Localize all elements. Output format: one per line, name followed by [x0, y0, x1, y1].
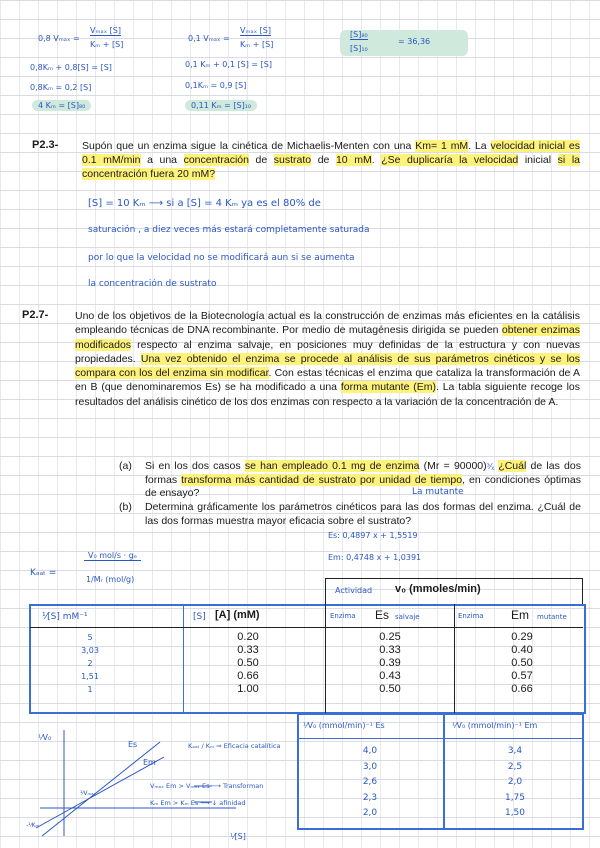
table-cell: 2,5	[507, 761, 523, 772]
table-cell: 0.20	[237, 631, 259, 643]
problem-2-3-label: P2.3-	[32, 139, 59, 151]
table-cell: 3,03	[81, 646, 99, 655]
p23-answer-line-3: por lo que la velocidad no se modificará aun si se aumenta	[88, 253, 355, 263]
table-col-em-note: mutante	[537, 613, 567, 621]
p27-a-text-2: (Mr = 90000)	[419, 460, 487, 472]
p23-text-5: de	[311, 154, 336, 167]
p23-text-6: .	[371, 154, 382, 167]
p23-text-7: inicial	[518, 154, 558, 167]
table-cell: 1	[87, 685, 93, 694]
p23-highlight-velocity: velocidad inicial es 0.1 mM/min	[82, 140, 580, 167]
table-cell: 1.00	[237, 683, 259, 695]
p27-a-highlight-1: se han empleado 0.1 mg de enzima	[244, 460, 420, 472]
p27-b-label: (b)	[119, 501, 132, 513]
table-cell: 0.40	[511, 644, 533, 656]
table-cell: 0.33	[237, 644, 259, 656]
note-line-3b: 0,1Kₘ = 0,9 [S]	[185, 81, 247, 90]
table-col-es-note: salvaje	[395, 613, 420, 621]
graph-xint-label: -¹⁄Kₘ	[26, 822, 40, 829]
note-frac-1a-den: Kₘ + [S]	[90, 40, 124, 49]
table-cell: 0.25	[379, 631, 401, 643]
p23-text-2: . La	[468, 140, 491, 152]
p23-highlight-substrate: sustrato	[273, 154, 312, 167]
p23-highlight-10mm: 10 mM	[335, 154, 372, 167]
p27-a-answer: La mutante	[412, 487, 464, 497]
table-cell: 1,51	[81, 672, 99, 681]
kcat-label: Kₔₐₜ =	[30, 568, 57, 578]
p27-a-label: (a)	[119, 460, 132, 472]
p27-a-highlight-3: transforma más cantidad de sustrato por unidad de tiempo	[181, 473, 463, 486]
table-cell: 0.33	[379, 644, 401, 656]
kcat-num: V₀ mol/s · gₑ	[84, 551, 141, 561]
p27-highlight-1: obtener enzimas modificados	[75, 324, 580, 351]
table-cell: 0.50	[237, 657, 259, 669]
table-cell: 1,75	[504, 792, 526, 803]
table-cell: 0.43	[379, 670, 401, 682]
table-cell: 5	[87, 633, 93, 642]
graph-yint-label: ¹⁄Vₘₐₓ	[80, 790, 97, 797]
p23-answer-line-2: saturación , a diez veces más estará completamente saturada	[88, 225, 370, 235]
graph-line-em-label: Em	[143, 758, 156, 767]
p23-answer-line-4: la concentración de sustrato	[88, 279, 217, 289]
p23-highlight-20mm: si la concentración fuera 20 mM?	[82, 154, 580, 181]
table-cell: 4,0	[362, 746, 378, 756]
table-cell: 2,0	[507, 777, 523, 787]
graph-y-label: ¹⁄V₀	[38, 733, 52, 742]
graph-line-es	[42, 742, 160, 836]
p27-b-text: Determina gráficamente los parámetros cinéticos para las dos formas del enzima. ¿Cuál de las dos formas muestra mayor eficacia sobre el sustrato?	[145, 501, 581, 527]
table2-header-em: ¹⁄V₀ (mmol/min)⁻¹ Em	[452, 721, 538, 730]
note-line-1b: 0,1 Vₘₐₓ =	[188, 34, 230, 43]
graph-note-2: Vₘₐₓ Em > Vₘₐₓ Es ⟶ Transforman	[150, 782, 264, 790]
p23-highlight-question: ¿Se duplicaría la velocidad	[381, 154, 519, 167]
p23-text-3: a una	[140, 154, 184, 167]
p27-text-2: respecto al enzima salvaje, en posiciones muy definidas de la estructura y con nuevas propiedades.	[75, 338, 580, 365]
note-line-3a: 0,8Kₘ = 0,2 [S]	[30, 83, 92, 92]
p23-text-1: Supón que un enzima sigue la cinética de Michaelis-Menten con una	[82, 140, 416, 152]
note-ratio-value: = 36,36	[398, 37, 431, 46]
note-ratio-den: [S]₁₀	[350, 44, 368, 53]
table2-header-es: ¹⁄V₀ (mmol/min)⁻¹ Es	[303, 721, 385, 730]
note-line-1a: 0,8 Vₘₐₓ =	[38, 34, 80, 43]
kcat-den: 1/Mᵣ (mol/g)	[86, 575, 135, 584]
problem-2-7-label: P2.7-	[22, 309, 49, 321]
note-frac-1b-den: Kₘ + [S]	[240, 40, 274, 49]
note-frac-1b-num: Vₘₐₓ [S]	[240, 26, 272, 35]
table-cell: 2,6	[362, 777, 378, 787]
note-line-2b: 0,1 Kₘ + 0,1 [S] = [S]	[185, 60, 272, 69]
table-col-a-hw: [S]	[193, 612, 206, 622]
table-cell: 0.29	[511, 631, 533, 643]
note-ratio-num: [S]₈₀	[350, 30, 368, 39]
table-header-v: v₀ (mmoles/min)	[395, 583, 481, 595]
table-cell: 0.57	[511, 670, 533, 682]
note-line-4b: 0,11 Kₘ = [S]₁₀	[185, 100, 257, 111]
table-cell: 0.66	[237, 670, 259, 682]
graph-x-label: ¹⁄[S]	[230, 832, 246, 841]
table-cell: 2,3	[362, 792, 378, 803]
table-cell: 3,0	[362, 761, 378, 772]
p23-answer-line-1: [S] = 10 Kₘ ⟶ si a [S] = 4 Kₘ ya es el 80% de	[88, 198, 321, 209]
p27-highlight-2: Una vez obtenido el enzima se procede al análisis de sus parámetros cinéticos y se los compara con los del enzima sin modificar	[75, 352, 580, 380]
table-actividad-hw: Actividad	[335, 586, 373, 595]
p27-text-3: . Con estas técnicas el enzima que cataliza la transformación de A en B (que denominaremos Es) se ha modificado a una	[75, 367, 580, 394]
p27-a-hw-mark: ³⁄ᵪ	[486, 462, 495, 471]
p27-a-highlight-2: ¿Cuál	[498, 460, 527, 472]
p27-a-text-1: Si en los dos casos	[145, 460, 245, 472]
note-line-2a: 0,8Kₘ + 0,8[S] = [S]	[30, 63, 112, 72]
p27-eq-es: Es: 0,4897 x + 1,5519	[328, 531, 418, 540]
table-col-inv-s: ¹⁄[S] mM⁻¹	[42, 612, 88, 622]
table-cell: 2	[87, 659, 93, 668]
p27-text-4: . La tabla siguiente recoge los resultados del análisis cinético de los dos enzimas con respecto a la variación de la concentración de A.	[75, 381, 580, 408]
p27-a-text-4: , en condiciones óptimas de ensayo?	[145, 473, 581, 499]
table-cell: 3,4	[507, 746, 523, 756]
p23-highlight-km: Km= 1 mM	[415, 140, 469, 152]
graph-line-em	[36, 757, 164, 828]
table-cell: 1,50	[504, 808, 526, 818]
graph-note-3: Kₘ Em > Kₘ Es ⟶ ↓ afinidad	[150, 799, 246, 807]
table-cell: 0.39	[379, 657, 401, 669]
p27-text-1: Uno de los objetivos de la Biotecnología actual es la construcción de enzimas más eficientes en la catálisis empleando técnicas de DNA recombinante. Por medio de mutagénesis dirigida se pueden	[75, 310, 580, 337]
table-col-es: Es	[375, 608, 390, 622]
table-col-em: Em	[511, 608, 529, 622]
p23-highlight-conc: concentración	[183, 154, 249, 167]
table-cell: 0.50	[511, 657, 533, 669]
table-col-es-enzima: Enzima	[330, 612, 356, 620]
table-cell: 2,0	[362, 808, 378, 818]
table-col-a: [A] (mM)	[215, 609, 260, 621]
note-frac-1a-num: Vₘₐₓ [S]	[90, 26, 122, 35]
graph-note-1: Kₔₐₜ / Kₘ ⇒ Eficacia catalítica	[188, 742, 281, 750]
p27-eq-em: Em: 0,4748 x + 1,0391	[328, 553, 422, 562]
table-cell: 0.50	[379, 683, 401, 695]
note-line-4a: 4 Kₘ = [S]₈₀	[32, 100, 91, 111]
table-col-em-enzima: Enzima	[458, 612, 484, 620]
p27-a-text-3: de las dos formas	[145, 460, 581, 486]
p23-text-4: de	[248, 154, 274, 167]
table-cell: 0.66	[511, 683, 533, 695]
graph-line-es-label: Es	[128, 740, 138, 749]
p27-highlight-3: forma mutante (Em)	[340, 381, 436, 394]
